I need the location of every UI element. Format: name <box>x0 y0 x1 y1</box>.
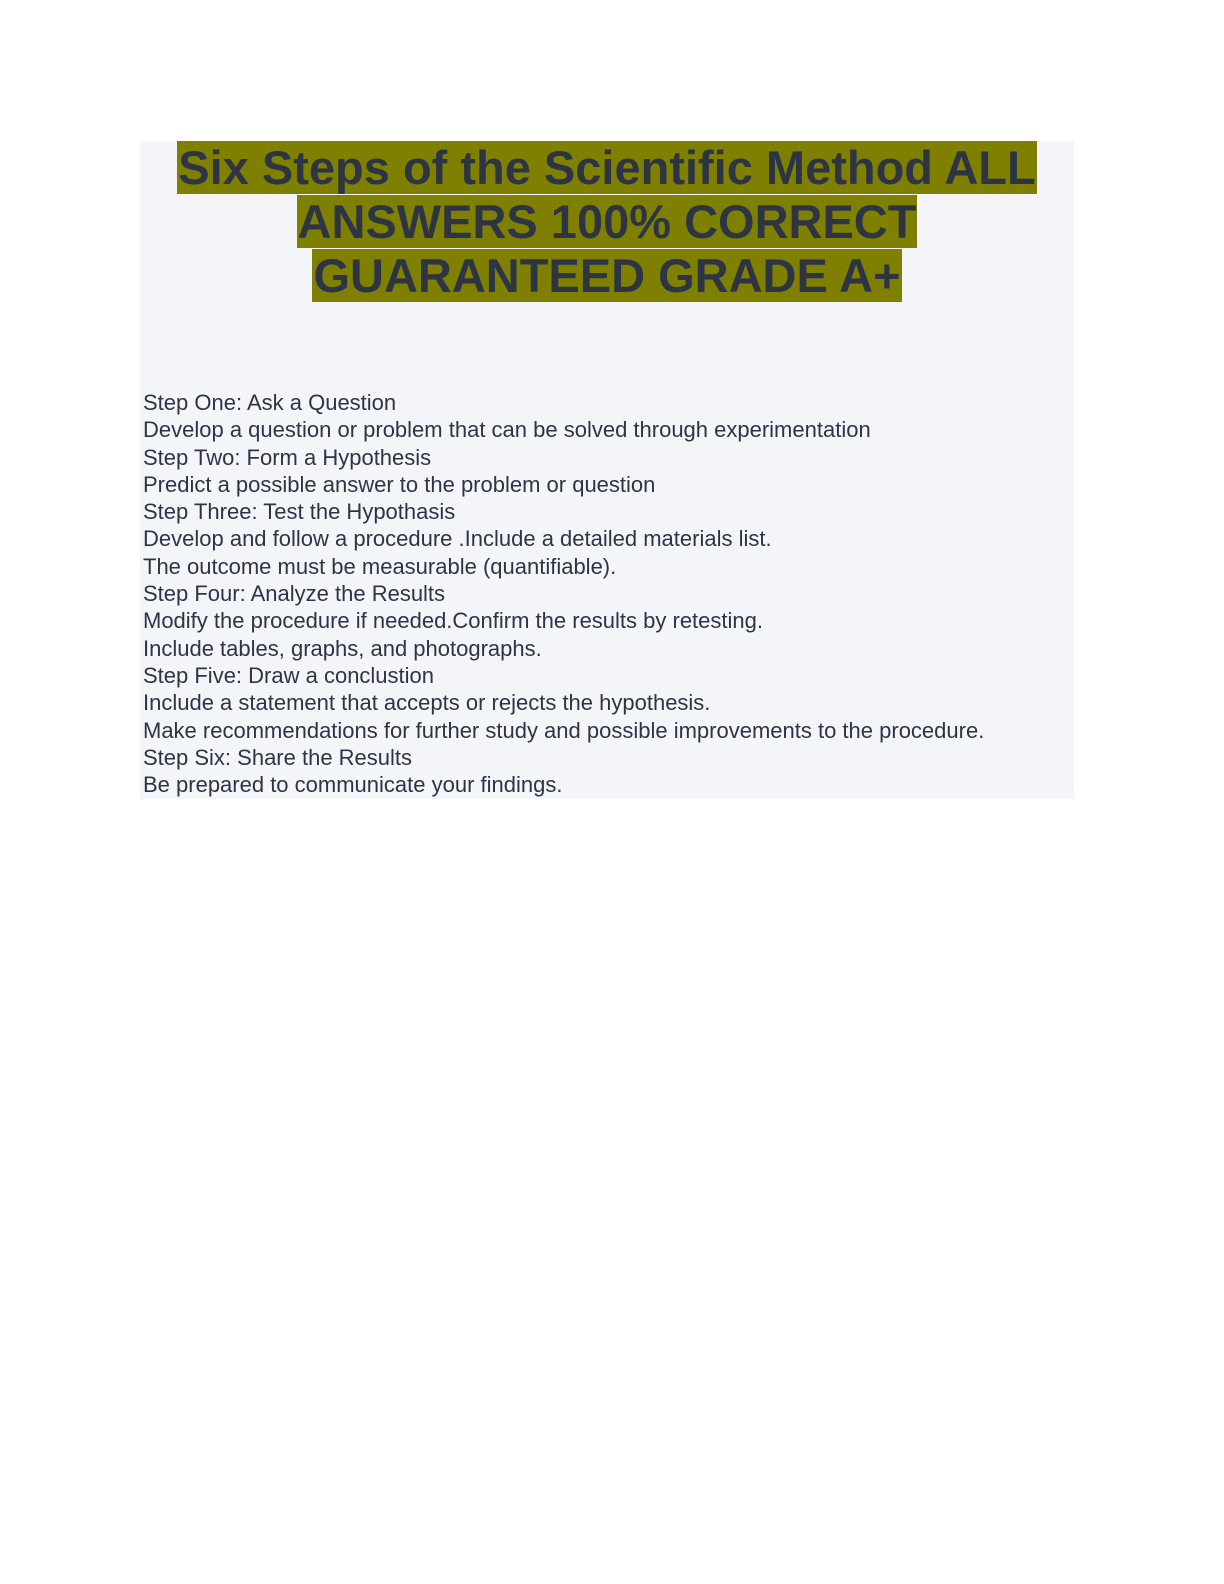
step-detail-line: Develop a question or problem that can be solved through experimentation <box>143 417 871 443</box>
step-detail-line: Be prepared to communicate your findings. <box>143 772 563 798</box>
title-line-2: ANSWERS 100% CORRECT <box>297 195 917 248</box>
step-detail-line: Include tables, graphs, and photographs. <box>143 635 542 661</box>
title-line-1: Six Steps of the Scientific Method ALL <box>178 141 1036 194</box>
document-panel <box>140 141 1074 799</box>
step-heading-3: Step Three: Test the Hypothasis <box>143 499 456 525</box>
step-heading-5: Step Five: Draw a conclustion <box>143 662 435 688</box>
step-heading-2: Step Two: Form a Hypothesis <box>143 444 432 470</box>
step-heading-1: Step One: Ask a Question <box>143 390 397 415</box>
step-detail-line: Predict a possible answer to the problem or question <box>143 471 656 497</box>
step-detail-line: Develop and follow a procedure .Include a detailed materials list. <box>143 526 772 552</box>
step-heading-6: Step Six: Share the Results <box>143 744 413 770</box>
steps-list <box>143 389 984 798</box>
step-detail-line: The outcome must be measurable (quantifiable). <box>143 553 617 579</box>
step-detail-line: Modify the procedure if needed.Confirm the results by retesting. <box>143 608 763 634</box>
title-line-3: GUARANTEED GRADE A+ <box>313 249 901 302</box>
step-heading-4: Step Four: Analyze the Results <box>143 581 446 607</box>
document-title <box>140 141 1074 303</box>
step-detail-line: Include a statement that accepts or rejects the hypothesis. <box>143 690 711 716</box>
step-detail-line: Make recommendations for further study and possible improvements to the procedure. <box>143 717 985 743</box>
